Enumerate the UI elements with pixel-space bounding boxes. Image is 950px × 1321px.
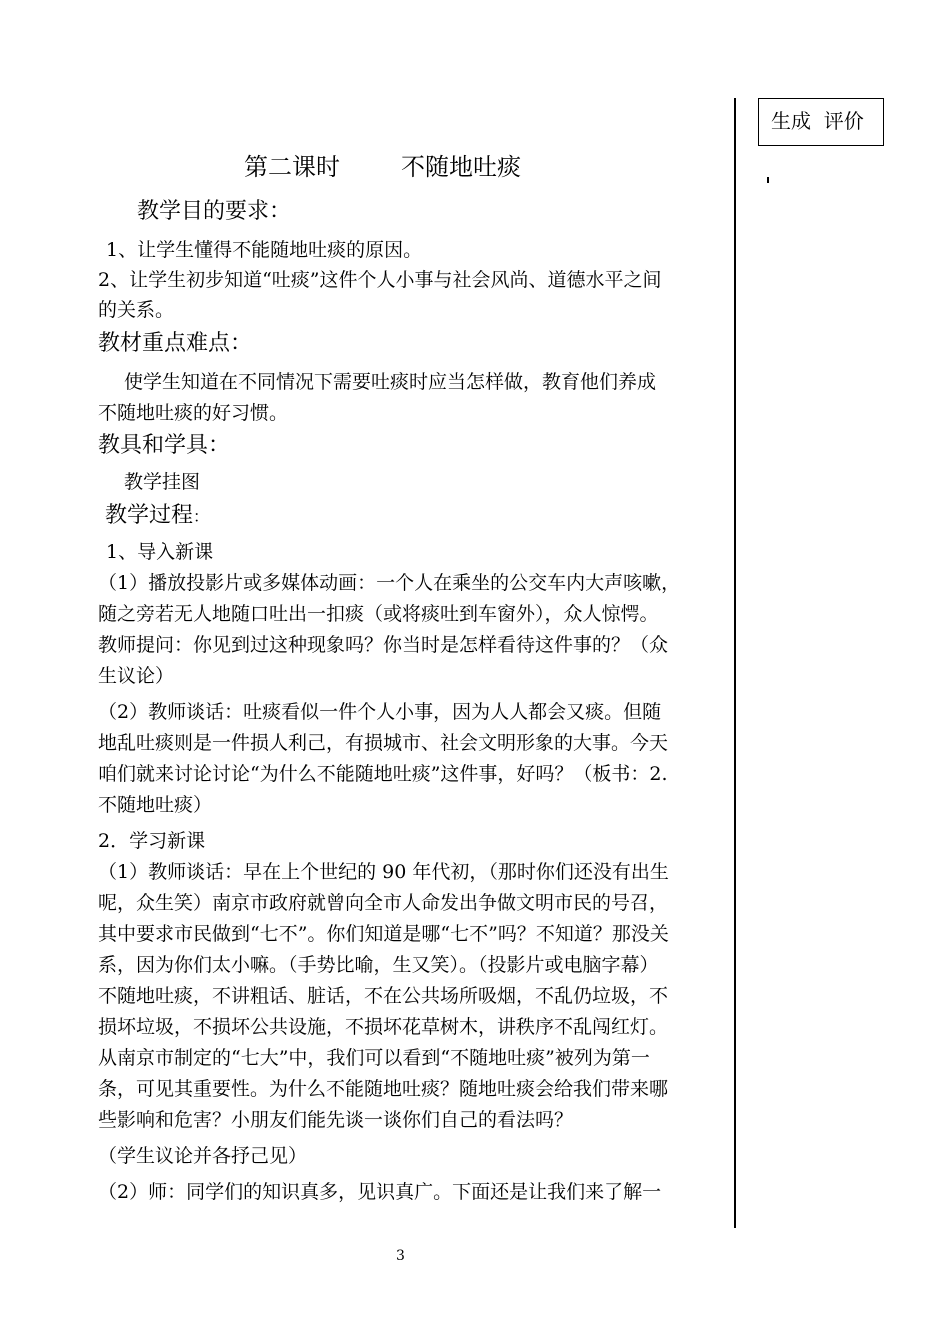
process-line: （学生议论并各抒己见）: [98, 1145, 308, 1167]
page-number: 3: [396, 1248, 405, 1264]
objectives-heading: 教学目的要求：: [137, 199, 292, 224]
process-line: 1、导入新课: [106, 541, 214, 563]
key-points-heading: 教材重点难点：: [98, 331, 253, 356]
process-heading: [105, 502, 209, 531]
materials-heading: 教具和学具：: [98, 433, 231, 458]
side-label-box: 生成 评价: [758, 98, 884, 146]
process-line: （2）教师谈话：吐痰看似一件个人小事，因为人人都会又痰。但随: [98, 701, 662, 723]
process-line: 地乱吐痰则是一件损人利己，有损城市、社会文明形象的大事。今天: [98, 732, 669, 754]
process-line: 随之旁若无人地随口吐出一扣痰（或将痰吐到车窗外），众人惊愕。: [98, 603, 659, 625]
materials-item: 教学挂图: [124, 471, 201, 493]
objective-item-2-line-2: 的关系。: [98, 299, 175, 321]
process-line: （1）播放投影片或多媒体动画：一个人在乘坐的公交车内大声咳嗽，: [98, 572, 681, 594]
process-line: 生议论）: [98, 665, 175, 687]
margin-divider: [734, 98, 736, 1228]
process-line: 咱们就来讨论讨论“为什么不能随地吐痰”这件事，好吗？（板书：2.: [98, 763, 668, 785]
process-line: （1）教师谈话：早在上个世纪的 90 年代初，（那时你们还没有出生: [98, 861, 669, 883]
process-heading-text: 教学过程: [105, 503, 194, 528]
process-line: 系，因为你们太小嘛。（手势比喻，生又笑）。（投影片或电脑字幕）: [98, 954, 659, 976]
process-line: 条，可见其重要性。为什么不能随地吐痰？随地吐痰会给我们带来哪: [98, 1078, 669, 1100]
process-line: 些影响和危害？小朋友们能先谈一谈你们自己的看法吗？: [98, 1109, 574, 1131]
objective-item-1: 1、让学生懂得不能随地吐痰的原因。: [106, 239, 423, 261]
process-line: 损坏垃圾，不损坏公共设施，不损坏花草树木，讲秩序不乱闯红灯。: [98, 1016, 669, 1038]
lesson-title: 第二课时 不随地吐痰: [244, 153, 522, 181]
process-line: 其中要求市民做到“七不”。你们知道是哪“七不”吗？不知道？那没关: [98, 923, 669, 945]
key-points-line-2: 不随地吐痰的好习惯。: [98, 402, 289, 424]
process-line: 从南京市制定的“七大”中，我们可以看到“不随地吐痰”被列为第一: [98, 1047, 650, 1069]
process-heading-punct: ：: [193, 507, 210, 526]
process-line: （2）师：同学们的知识真多，见识真广。下面还是让我们来了解一: [98, 1181, 662, 1203]
process-line: 2．学习新课: [98, 830, 206, 852]
process-line: 不随地吐痰，不讲粗话、脏话，不在公共场所吸烟，不乱仍垃圾，不: [98, 985, 669, 1007]
key-points-line-1: 使学生知道在不同情况下需要吐痰时应当怎样做，教育他们养成: [124, 371, 657, 393]
process-line: 呢，众生笑）南京市政府就曾向全市人命发出争做文明市民的号召，: [98, 892, 669, 914]
side-mark: [767, 177, 769, 183]
process-line: 教师提问：你见到过这种现象吗？你当时是怎样看待这件事的？（众: [98, 634, 669, 656]
process-line: 不随地吐痰）: [98, 794, 213, 816]
objective-item-2-line-1: 2、让学生初步知道“吐痰”这件个人小事与社会风尚、道德水平之间: [98, 269, 662, 291]
